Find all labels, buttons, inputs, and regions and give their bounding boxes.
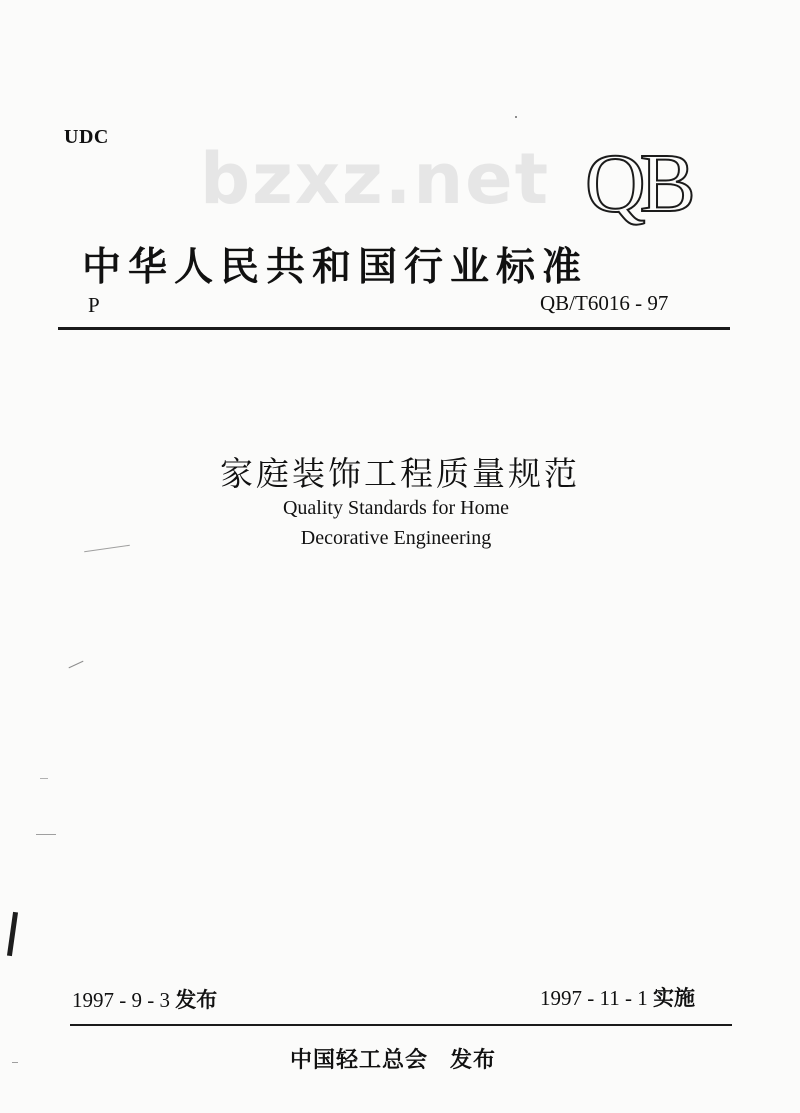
title-english-line-1: Quality Standards for Home [282,497,510,519]
title-english-line-2: Decorative Engineering [300,527,492,549]
implementation-date: 1997 - 11 - 1 [540,986,648,1010]
document-title-english [0,493,792,553]
publisher-name: 中国轻工总会 [290,1048,429,1073]
qb-logo: QB [585,137,690,230]
scan-mark [40,778,48,779]
publisher-block [290,1043,496,1074]
udc-label: UDC [64,126,109,148]
header-divider [58,327,730,330]
scan-mark [12,1062,18,1063]
category-code: P [88,293,100,317]
standard-title: 中华人民共和国行业标准 [82,245,589,290]
scan-mark [36,834,56,835]
issue-date-block [72,984,217,1014]
implementation-date-block [540,982,695,1012]
scan-mark [7,912,18,956]
publish-label: 发布 [450,1048,497,1073]
standard-number: QB/T6016 - 97 [540,291,669,315]
watermark-text: bzxz.net [200,138,551,220]
footer-divider [70,1024,732,1026]
issue-label: 发布 [175,988,218,1012]
issue-date: 1997 - 9 - 3 [72,988,170,1012]
scan-mark [69,661,84,669]
scan-mark [515,116,517,118]
document-title-chinese: 家庭装饰工程质量规范 [220,454,580,493]
implementation-label: 实施 [652,986,695,1010]
